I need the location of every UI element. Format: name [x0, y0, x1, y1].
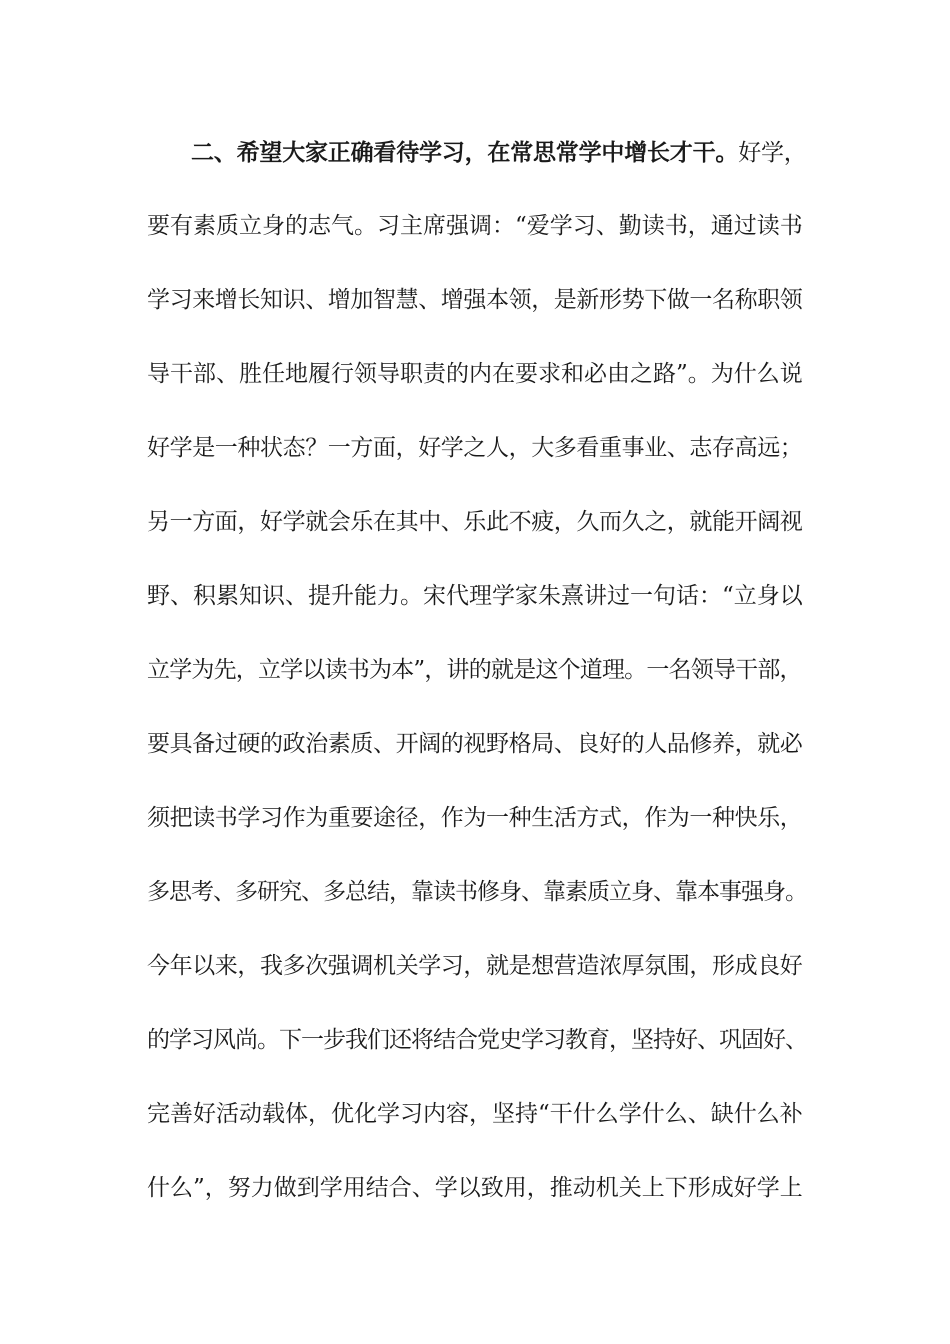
body-line: 多思考、多研究、多总结，靠读书修身、靠素质立身、靠本事强身。: [147, 879, 807, 905]
body-line: 的学习风尚。下一步我们还将结合党史学习教育，坚持好、巩固好、: [147, 1027, 807, 1053]
body-line: 好学是一种状态？一方面，好学之人，大多看重事业、志存高远；: [147, 435, 803, 461]
body-line: 野、积累知识、提升能力。宋代理学家朱熹讲过一句话：“立身以: [147, 583, 803, 609]
body-line: 学习来增长知识、增加智慧、增强本领，是新形势下做一名称职领: [147, 287, 803, 313]
body-line: 导干部、胜任地履行领导职责的内在要求和必由之路”。为什么说: [147, 361, 803, 387]
body-line: 今年以来，我多次强调机关学习，就是想营造浓厚氛围，形成良好: [147, 953, 803, 979]
body-line: 什么”，努力做到学用结合、学以致用，推动机关上下形成好学上: [147, 1175, 803, 1201]
body-line: 立学为先，立学以读书为本”，讲的就是这个道理。一名领导干部，: [147, 657, 802, 683]
heading-continuation: 好学，: [738, 140, 807, 166]
body-line: 另一方面，好学就会乐在其中、乐此不疲，久而久之，就能开阔视: [147, 509, 803, 535]
body-line: 要具备过硬的政治素质、开阔的视野格局、良好的人品修养，就必: [147, 731, 803, 757]
section-heading: 二、希望大家正确看待学习，在常思常学中增长才干。: [191, 139, 739, 166]
body-line: 须把读书学习作为重要途径，作为一种生活方式，作为一种快乐，: [147, 805, 803, 831]
paragraph-first-line: [191, 133, 811, 173]
body-line: 要有素质立身的志气。习主席强调：“爱学习、勤读书，通过读书: [147, 213, 803, 239]
body-line: 完善好活动载体，优化学习内容，坚持“干什么学什么、缺什么补: [147, 1101, 803, 1127]
